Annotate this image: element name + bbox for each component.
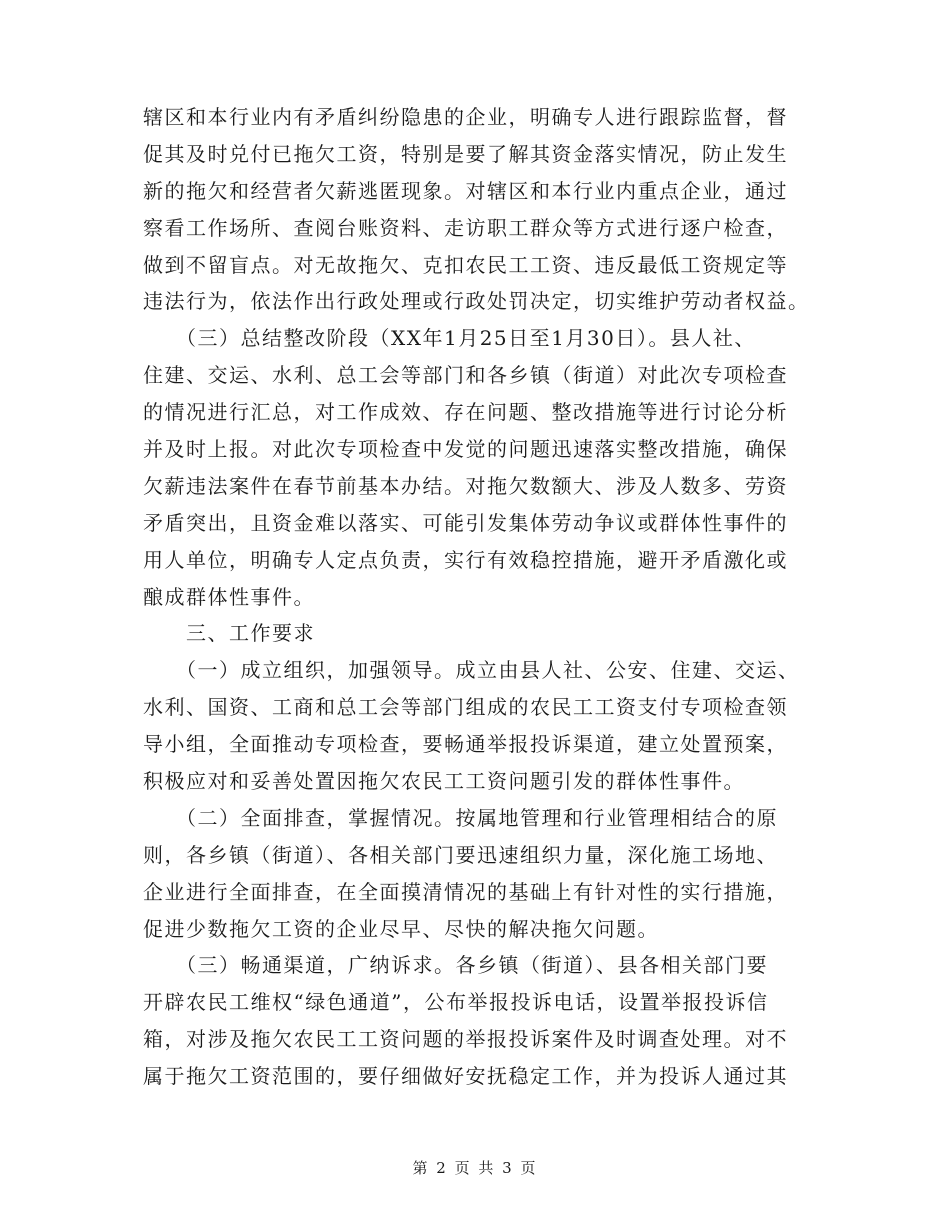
text-line: （三）畅通渠道，广纳诉求。各乡镇（街道）、县各相关部门要 [143,953,768,978]
text-line: 水利、国资、工商和总工会等部门组成的农民工工资支付专项检查领 [143,695,788,720]
text-line: 察看工作场所、查阅台账资料、走访职工群众等方式进行逐户检查， [143,215,788,240]
text-line: （三）总结整改阶段（XX年1月25日至1月30日）。县人社、 [143,326,756,351]
text-line: 促进少数拖欠工资的企业尽早、尽快的解决拖欠问题。 [143,916,659,941]
section-heading: 三、工作要求 [143,621,315,646]
text-line: 的情况进行汇总，对工作成效、存在问题、整改措施等进行讨论分析 [143,400,788,425]
text-line: 住建、交运、水利、总工会等部门和各乡镇（街道）对此次专项检查 [143,363,788,388]
text-line: 积极应对和妥善处置因拖欠农民工工资问题引发的群体性事件。 [143,769,745,794]
text-line: 企业进行全面排查，在全面摸清情况的基础上有针对性的实行措施， [143,879,788,904]
text-line: 开辟农民工维权“绿色通道”，公布举报投诉电话，设置举报投诉信 [143,990,769,1015]
text-line: 属于拖欠工资范围的，要仔细做好安抚稳定工作，并为投诉人通过其 [143,1064,788,1089]
text-line: 酿成群体性事件。 [143,584,315,609]
text-line: 促其及时兑付已拖欠工资，特别是要了解其资金落实情况，防止发生 [143,141,788,166]
text-line: 新的拖欠和经营者欠薪逃匿现象。对辖区和本行业内重点企业，通过 [143,178,788,203]
text-line: 矛盾突出，且资金难以落实、可能引发集体劳动争议或群体性事件的 [143,510,788,535]
text-line: 违法行为，依法作出行政处理或行政处罚决定，切实维护劳动者权益。 [143,289,810,314]
text-line: 则，各乡镇（街道）、各相关部门要迅速组织力量，深化施工场地、 [143,842,778,867]
text-line: 欠薪违法案件在春节前基本办结。对拖欠数额大、涉及人数多、劳资 [143,473,788,498]
text-line: 导小组，全面推动专项检查，要畅通举报投诉渠道，建立处置预案， [143,732,788,757]
text-line: 并及时上报。对此次专项检查中发觉的问题迅速落实整改措施，确保 [143,437,788,462]
text-line: 做到不留盲点。对无故拖欠、克扣农民工工资、违反最低工资规定等 [143,252,788,277]
text-line: 箱，对涉及拖欠农民工工资问题的举报投诉案件及时调查处理。对不 [143,1027,788,1052]
text-line: 用人单位，明确专人定点负责，实行有效稳控措施，避开矛盾激化或 [143,547,788,572]
page-number-footer: 第 2 页 共 3 页 [412,1159,538,1177]
body-text [143,99,823,1095]
text-line: 辖区和本行业内有矛盾纠纷隐患的企业，明确专人进行跟踪监督，督 [143,105,788,129]
text-line: （一）成立组织，加强领导。成立由县人社、公安、住建、交运、 [143,658,800,683]
text-line: （二）全面排查，掌握情况。按属地管理和行业管理相结合的原 [143,805,778,830]
